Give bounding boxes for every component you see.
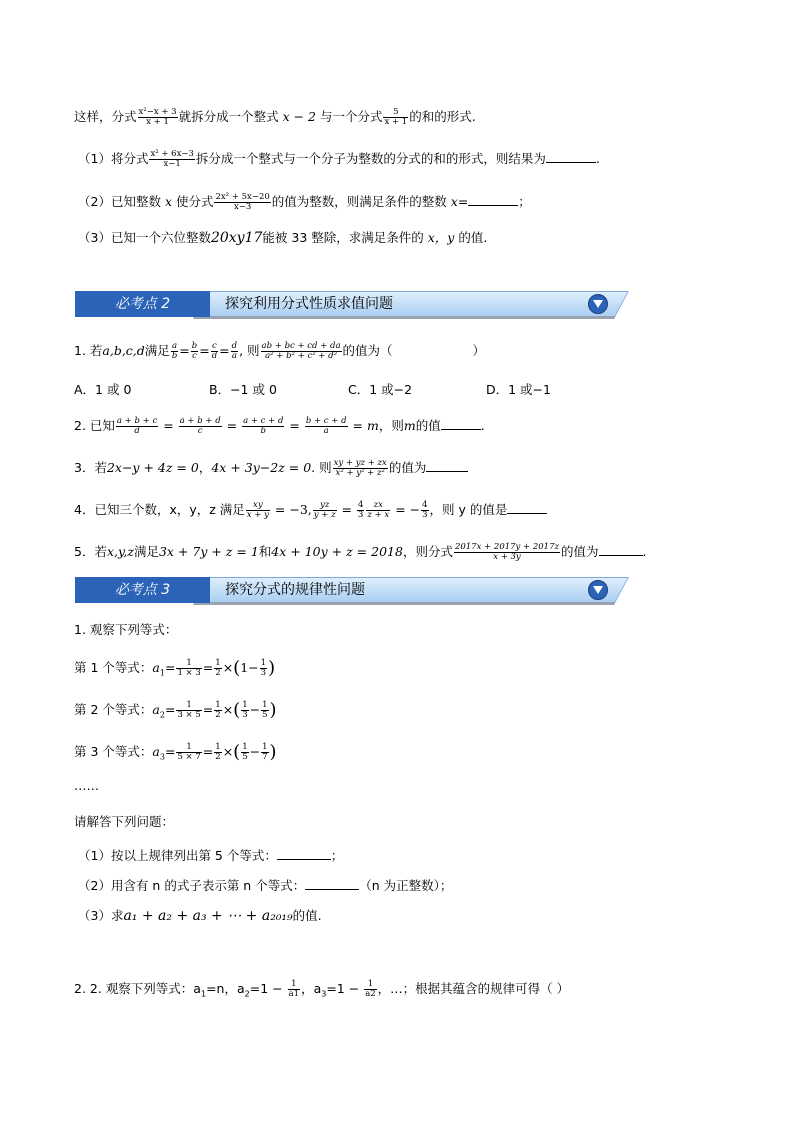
answer-blank[interactable]: [468, 195, 518, 206]
answer-intro: 请解答下列问题：: [74, 814, 175, 829]
option-a[interactable]: A．1 或 0: [74, 382, 132, 397]
fraction: $\frac{1}{5}$: [262, 700, 268, 720]
answer-blank[interactable]: [507, 503, 547, 514]
fraction: $\frac{1}{7}$: [262, 742, 268, 762]
answer-blank[interactable]: [305, 879, 359, 890]
fraction: $\frac{1}{2}$: [215, 742, 221, 762]
fraction: $\frac{1}{5 \times 7}$: [177, 742, 201, 762]
fraction: $\frac{b}{c}$: [191, 341, 198, 361]
fraction: $\frac{c}{d}$: [211, 341, 218, 361]
fraction: $\frac{xy + yz + zx}{\text{x² + y² + z²}}$: [333, 458, 387, 478]
option-c[interactable]: C．1 或−2: [348, 382, 413, 397]
problem-1: 1. 若a,b,c,d满足 $\frac{a}{b}$ = $\frac{b}{c}$ = $\frac{c}{d}$ = $\frac{d}{a}$ , 则 $\frac{ab + bc + cd + da}{\text{a² + b² + c² + d²}}$ 的值为（ ）: [74, 341, 486, 361]
ellipsis: ……: [74, 778, 99, 793]
banner-title: 探究利用分式性质求值问题: [225, 296, 393, 312]
equation-3: 第 3 个等式：$a_3=$ $\frac{1}{5 \times 7}$ = $\frac{1}{2}$ ×( $\frac{1}{5}$ − $\frac{1}{7}$ ): [74, 741, 277, 763]
fraction: $\frac{2017x + 2017y + 2017z}{x + 3y}$: [454, 542, 559, 562]
fraction: $\frac{b + c + d}{a}$: [305, 416, 347, 436]
fraction: $\frac{xy}{x + y}$: [246, 500, 269, 520]
answer-blank[interactable]: [426, 461, 468, 472]
fraction: $\frac{\text{x²−x + 3}}{x + 1}$: [138, 107, 177, 127]
chevron-down-icon[interactable]: [588, 580, 608, 600]
fraction: $\frac{1}{2}$: [215, 658, 221, 678]
fraction: $\frac{1}{3}$: [260, 658, 267, 678]
banner-title: 探究分式的规律性问题: [225, 582, 365, 598]
fraction: $\frac{4}{3}$: [357, 500, 364, 520]
problem-4: 4．已知三个数，x，y，z 满足 $\frac{xy}{x + y}$ = −3, $\frac{yz}{y + z}$ = $\frac{4}{3}$ $\frac{zx}{z + x}$ = − $\frac{4}{3}$ ，则 y 的值是: [74, 501, 547, 520]
problem-r1: 1. 观察下列等式：: [74, 622, 178, 637]
intro-line: 这样，分式 $\frac{\text{x²−x + 3}}{x + 1}$ 就拆分成一个整式 x − 2 与一个分式 $\frac{5}{x + 1}$ 的和的形式.: [74, 107, 476, 127]
fraction: $\frac{a + b + d}{c}$: [179, 416, 221, 436]
question-1: （1）将分式 $\frac{\text{x² + 6x−3}}{x-1}$ 拆分成一个整式与一个分子为整数的分式的和的形式，则结果为 .: [78, 149, 600, 169]
problem-2: 2. 已知 $\frac{a + b + c}{d}$ = $\frac{a + b + d}{c}$ = $\frac{a + c + d}{b}$ = $\frac{b + c + d}{a}$ = m，则m的值 .: [74, 416, 485, 436]
section-banner-3: [75, 577, 614, 603]
fraction: $\frac{1}{a2}$: [365, 979, 376, 999]
last-problem: 2. 2. 观察下列等式：$a_1=n$，$a_2=1$ − $\frac{1}{a1}$ ，$a_3=1$ − $\frac{1}{a2}$ ，…；根据其蕴含的规律可得（ ）: [74, 979, 570, 999]
fraction: $\frac{4}{3}$: [422, 500, 428, 520]
chevron-down-icon[interactable]: [588, 294, 608, 314]
fraction: $\frac{ab + bc + cd + da}{\text{a² + b² + c² + d²}}$: [261, 341, 341, 361]
answer-blank[interactable]: [277, 849, 331, 860]
equation-2: 第 2 个等式：$a_2=$ $\frac{1}{3 \times 5}$ = $\frac{1}{2}$ ×( $\frac{1}{3}$ − $\frac{1}{5}$ ): [74, 699, 277, 721]
fraction: $\frac{5}{x + 1}$: [384, 107, 408, 127]
fraction: $\frac{1}{a1}$: [288, 979, 300, 999]
fraction: $\frac{1}{1 \times 3}$: [177, 658, 201, 678]
answer-blank[interactable]: [599, 545, 643, 556]
option-b[interactable]: B．−1 或 0: [209, 382, 277, 397]
fraction: $\frac{1}{3 \times 5}$: [177, 700, 201, 720]
question-3: （3）已知一个六位整数20xy17能被 33 整除，求满足条件的 x，y 的值.: [78, 230, 488, 246]
option-d[interactable]: D．1 或−1: [486, 382, 551, 397]
banner-label: 必考点 2: [75, 291, 210, 317]
fraction: $\frac{1}{2}$: [215, 700, 221, 720]
problem-3: 3．若2x−y + 4z = 0，4x + 3y−2z = 0. 则 $\frac{xy + yz + zx}{\text{x² + y² + z²}}$ 的值为: [74, 459, 468, 478]
fraction: $\frac{1}{5}$: [242, 742, 248, 762]
fraction: $\frac{1}{3}$: [242, 700, 248, 720]
fraction: $\frac{zx}{z + x}$: [367, 500, 390, 520]
sub-question-3: （3）求a₁ + a₂ + a₃ + ⋯ + a₂₀₁₉的值.: [78, 908, 322, 924]
banner-label: 必考点 3: [75, 577, 210, 603]
answer-blank[interactable]: [546, 152, 596, 163]
fraction: $\frac{a + b + c}{d}$: [116, 416, 158, 436]
sub-question-1: （1）按以上规律列出第 5 个等式： ；: [78, 848, 344, 863]
sub-question-2: （2）用含有 n 的式子表示第 n 个等式： （n 为正整数）；: [78, 878, 453, 893]
fraction: $\frac{d}{a}$: [231, 341, 238, 361]
fraction: $\frac{a + c + d}{b}$: [243, 416, 284, 436]
fraction: $\frac{\text{2x² + 5x−20}}{x-3}$: [215, 192, 270, 212]
problem-5: 5．若x,y,z满足3x + 7y + z = 1和4x + 10y + z = 2018，则分式 $\frac{2017x + 2017y + 2017z}{x + 3y}$ 的值为 .: [74, 542, 647, 562]
fraction: $\frac{\text{x² + 6x−3}}{x-1}$: [150, 149, 194, 169]
fraction: $\frac{yz}{y + z}$: [313, 500, 336, 520]
question-2: （2）已知整数 x 使分式 $\frac{\text{2x² + 5x−20}}{x-3}$ 的值为整数，则满足条件的整数 x= ；: [78, 192, 531, 212]
section-banner-2: [75, 291, 614, 317]
fraction: $\frac{a}{b}$: [171, 341, 178, 361]
answer-blank[interactable]: [441, 419, 481, 430]
equation-1: 第 1 个等式：$a_1=$ $\frac{1}{1 \times 3}$ = $\frac{1}{2}$ ×(1− $\frac{1}{3}$ ): [74, 657, 276, 679]
